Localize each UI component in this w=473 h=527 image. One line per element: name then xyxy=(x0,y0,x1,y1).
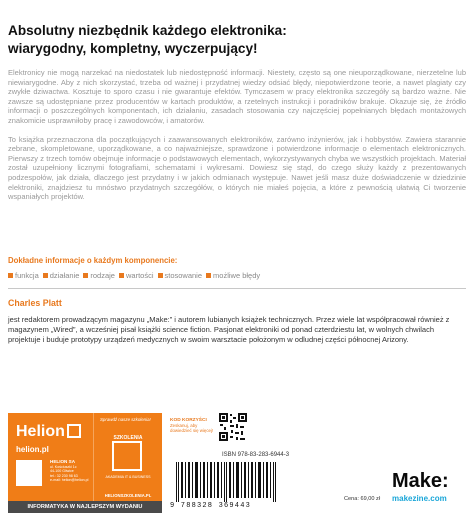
headline-line-1: Absolutny niezbędnik każdego elektronika: xyxy=(8,23,287,38)
bullet-square-icon xyxy=(83,273,88,278)
intro-paragraph-2: To książka przeznaczona dla początkujących i zaawansowanych elektroników, zarówno inżynierów, jak i hobbystów. Zawiera starannie zebrane, skompletowane, uporządkowane, a co najważniejsze, sprawdzone i potwierdzone informacje o elementach elektronicznych. Pierwszy z trzech tomów obejmuje informacje o podstawowych elementach, wykorzystywanych chyba we wszystkich projektach. Materiał został uzupełniony licznymi fotografiami, schematami i wykresami. Dowiesz się stąd, do czego służy każdy z prezentowanych podzespołów, jak działa, dlaczego jest przydatny i w jakich odmianach występuje. Nawet jeśli masz duże doświadczenie w dziedzinie elektroniki, znajdziesz tu mnóstwo przydatnych szczegółów, o których nie miałeś pojęcia, a które z pewnością ułatwią Ci tworzenie wspaniałych projektów. xyxy=(8,134,466,202)
divider xyxy=(8,288,466,289)
helion-logo[interactable]: Helion xyxy=(16,423,81,441)
szkolenia-url[interactable]: HELIONSZKOLENIA.PL xyxy=(104,493,152,498)
helion-block xyxy=(8,413,162,513)
intro-text xyxy=(8,68,466,211)
intro-paragraph-1: Elektronicy nie mogą narzekać na niedostatek lub niedostępność informacji. Niestety, często są one nieuporządkowane, nierzetelne lub niewiarygodne. Aby z nich skorzystać, trzeba od ważnej i przydatnej wiedzy odsiać błędy, niepotwierdzone teorie, a nawet plagiaty czy zwykłe dziwactwa. Kosztuje to sporo czasu i nie gwarantuje efektów. Tymczasem w pracy elektronika szczegóły są bardzo ważne. Nie zawsze są udostępniane przez producentów w kartach produktów, a rzetelnych instrukcji i poradników brakuje. Okazuje się, że źródło informacji o poszczególnych komponentach, ich działaniu, zasadach stosowania czy najczęściej popełnianych błędach montażowych znakomicie usprawniłoby pracę i zawodowców, i amatorów. xyxy=(8,68,466,125)
korzysc-title: KOD KORZYŚCI xyxy=(170,418,207,423)
feature-item: stosowanie xyxy=(158,271,203,280)
feature-item: wartości xyxy=(119,271,154,280)
helion-mark-icon xyxy=(67,424,81,438)
feature-item: rodzaje xyxy=(83,271,115,280)
feature-item: działanie xyxy=(43,271,80,280)
szkolenia-tag: Sprawdź nasze szkolenia! xyxy=(100,417,151,422)
bullet-square-icon xyxy=(158,273,163,278)
barcode-number: 9 788328 369443 xyxy=(170,502,252,510)
bullet-square-icon xyxy=(119,273,124,278)
szkolenia-label: AKADEMIA IT & BUSINESS xyxy=(105,475,151,479)
author-name: Charles Platt xyxy=(8,298,62,308)
make-logo[interactable]: Make: xyxy=(392,470,449,492)
feature-item: możliwe błędy xyxy=(206,271,260,280)
helion-url[interactable]: helion.pl xyxy=(16,445,49,454)
helion-address: HELION SA ul. Kościuszki 1c 44-100 Gliwice tel.: 32 230 98 63 e-mail: helion@helion.pl xyxy=(50,459,89,483)
szkolenia-name: SZKOLENIA xyxy=(113,435,143,441)
make-url[interactable]: makezine.com xyxy=(392,494,447,503)
helion-tagline: INFORMATYKA W NAJLEPSZYM WYDANIU xyxy=(8,501,162,513)
korzysc-text: Zeskanuj, aby dowiedzieć się więcej! xyxy=(170,423,214,434)
isbn: ISBN 978-83-283-6944-3 xyxy=(222,452,290,458)
headline-line-2: wiarygodny, kompletny, wyczerpujący! xyxy=(8,41,258,56)
headline xyxy=(8,22,464,58)
bullet-square-icon xyxy=(8,273,13,278)
korzysc-note xyxy=(170,418,218,434)
bullet-square-icon xyxy=(206,273,211,278)
features-list xyxy=(8,271,260,280)
szkolenia-panel[interactable] xyxy=(93,413,161,501)
helion-small-logo-icon xyxy=(16,460,42,486)
feature-item: funkcja xyxy=(8,271,39,280)
barcode-icon xyxy=(170,462,282,502)
author-bio: jest redaktorem prowadzącym magazynu „Make:” i autorem lubianych książek technicznych. Przez wiele lat współpracował również z magazynem „Wired”, a wcześniej pisał książki science fiction. Pasjonat elektroniki od ponad czterdziestu lat, w wolnych chwilach projektuje i buduje prototypy urządzeń medycznych w swoim warsztacie położonym w odludnej części północnej Arizony. xyxy=(8,315,450,344)
qr-code-icon[interactable] xyxy=(218,412,248,442)
price: Cena: 69,00 zł xyxy=(344,496,381,502)
features-title: Dokładne informacje o każdym komponencie: xyxy=(8,256,178,265)
szkolenia-logo-icon xyxy=(112,441,142,471)
bullet-square-icon xyxy=(43,273,48,278)
